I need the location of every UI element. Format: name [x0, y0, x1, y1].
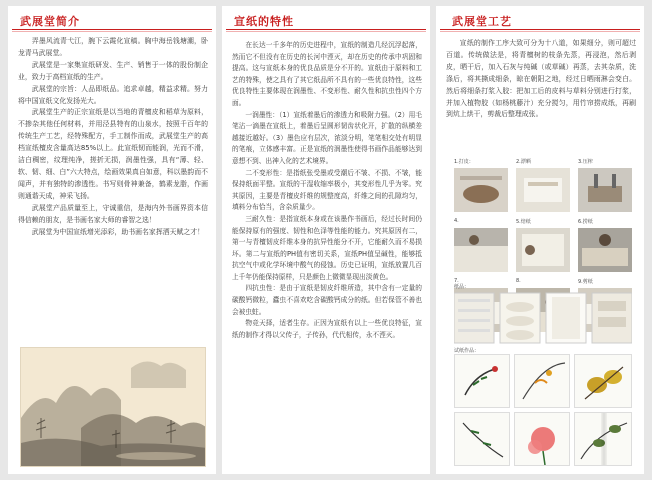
step-caption: 4.: [454, 218, 459, 224]
paragraph: 三耐久性：是指宣纸本身或在该墨作书画后，经过长时间仍能保持原有的强度、韧性和色泽等性能的能力。究其原因有二，第一与青檀韧皮纤维本身的抗异性能分不开，它能耐久而不易损坏。第二与宣纸的PH值有密切关系，宣纸PH值呈碱性，能够抵抗空气中或化学环境中酸气的侵蚀。历史已证明，宣纸放置几百上千年仍能保持原样，只是颜色上微微显现出淡黄色。: [232, 214, 422, 281]
panel-properties: [222, 6, 430, 474]
paragraph: 弄墨风流青弋江，腕下云霞化宣稿。胸中海岳钱塘潮，卧龙青马武展堂。: [18, 37, 208, 57]
properties-text: [232, 40, 422, 341]
step-caption: 6.捞纸: [578, 219, 593, 225]
paragraph: 武展堂生产的正宗宣纸是以当地的青檀皮和稻草为原料，不掺杂其他任何材料，并用泾县特有的山泉水，按照千百年的传统生产工艺，经特殊配方，手工制作而成，武展堂生产的高档宣纸檀皮含量高达85%以上。此宣纸韧而能润，光而不滑，洁白稠密，纹理纯净，搓折无损，润墨性强，具有“薄、轻、软、韧、细、白”六大特点，绘画效果真自如意，科以墨韵而不闻声，并有独特的渗透性。书写则骨神兼备，鹤素龙脂，作画则通谐天成，神采飞扬。: [18, 108, 208, 200]
paper-products-photos: [454, 291, 632, 345]
step-caption: 2.漂晒: [516, 159, 531, 165]
panel-craft: [436, 6, 644, 474]
paragraph: 物竞天择，适者生存。正因为宣纸有以上一些优良特征，宣纸的制作才得以父传子，子传孙，代代相传，永不湮灭。: [232, 319, 422, 339]
step-caption: 7.: [454, 278, 459, 284]
paragraph: 武展堂为中国宣纸增光添彩，助书画名家挥洒天赋之才！: [31, 227, 205, 236]
panel-title: 宣纸的特性: [234, 15, 294, 28]
step-caption: 1.打皮：: [454, 159, 474, 165]
panel-title: 武展堂工艺: [452, 15, 512, 28]
paper-products-label: 纸品：: [454, 284, 470, 290]
step-caption: 3.压榨: [578, 159, 593, 165]
intro-text: [18, 36, 208, 238]
landscape-painting: [20, 347, 206, 467]
sample-works-label: 试纸作品：: [454, 348, 480, 354]
sample-works-photos: [454, 354, 632, 466]
panel-intro: [8, 6, 216, 474]
paragraph: 二不变形性：是指纸张受墨或受潮后不皱、不损、不皱，能保持纸面平整。宣纸的干湿收缩率极小，其变形性几乎为零。究其原因，主要是青檀皮纤维的规整度高，纤维之间的孔隙均匀，填料分布恰当，含杂质量少。: [232, 168, 422, 212]
craft-text: [446, 38, 636, 121]
title-rule: [226, 29, 426, 30]
title-rule: [12, 29, 212, 30]
paragraph: 在长达一千多年的历史进程中，宣纸的制造几经沉浮起落，然而它不但没有在历史的长河中湮灭，却在历史的传承中巩固和提高。这与宣纸本身的优良品质是分不开的。宣纸由于原料和工艺的特殊，使之具有了其它纸品所不具有的一些优良特性，这些优良特性主要体现在润墨性、不变形性、耐久性和抗虫性四个方面。: [232, 41, 422, 107]
step-caption: 9.剪纸: [578, 279, 593, 285]
step-caption: 5.焙纸: [516, 219, 531, 225]
panel-title: 武展堂简介: [20, 15, 80, 28]
paragraph: 一润墨性：（1）宣纸着墨后的渗透力和吸附力强。（2）用毛笔沾一滴墨在宣纸上，着墨后呈圆形韧齿状化开，扩散的纵横差越接近越好。（3）墨色应有层次，浓淡分明，笔笔相交处有明显的笔痕，立体感丰富。正是宣纸的润墨性使得书画作品能够达到意想不到、出神入化的艺术境界。: [232, 110, 422, 165]
paragraph: 武展堂的宗旨：人品即纸品。追求卓越，精益求精。努力将中国宣纸文化发扬光大。: [18, 84, 208, 105]
paragraph: 武展堂产品质量至上，守诚重信，是海内外书画界资本信得信赖的朋友，是书画名家大师的睿智之选！: [18, 203, 208, 224]
paragraph: 武展堂是一家集宣纸研发、生产、销售于一体的股份制企业，致力于高档宣纸的生产。: [18, 60, 208, 81]
paragraph: 宣纸的制作工序大致可分为十八道，如果细分，则可超过百道。传统做法是，将青檀树的枝条先蒸，再浸泡，然后剥皮，晒干后，加入石灰与纯碱（或草碱）再蒸，去其杂质，洗涤后，将其撕成细条，晾在朝阳之地，经过日晒雨淋会变白。然后将细条打浆入胶：把加工后的皮料与草料分别进行打浆，并加入植物胶（如杨桃藤汁）充分搅匀，用竹帘捞成纸，再刷到炕上烘干，剪裁后整理成张。: [446, 39, 636, 119]
paragraph: 四抗虫性：是由于宣纸是韧皮纤维所造，其中含有一定量的碳酸钙微粒，蠹虫不喜欢吃含碳酸钙成分的纸。但若保管不善也会被虫蛀。: [232, 284, 422, 316]
title-rule: [440, 29, 640, 30]
step-caption: 8.: [516, 278, 521, 284]
